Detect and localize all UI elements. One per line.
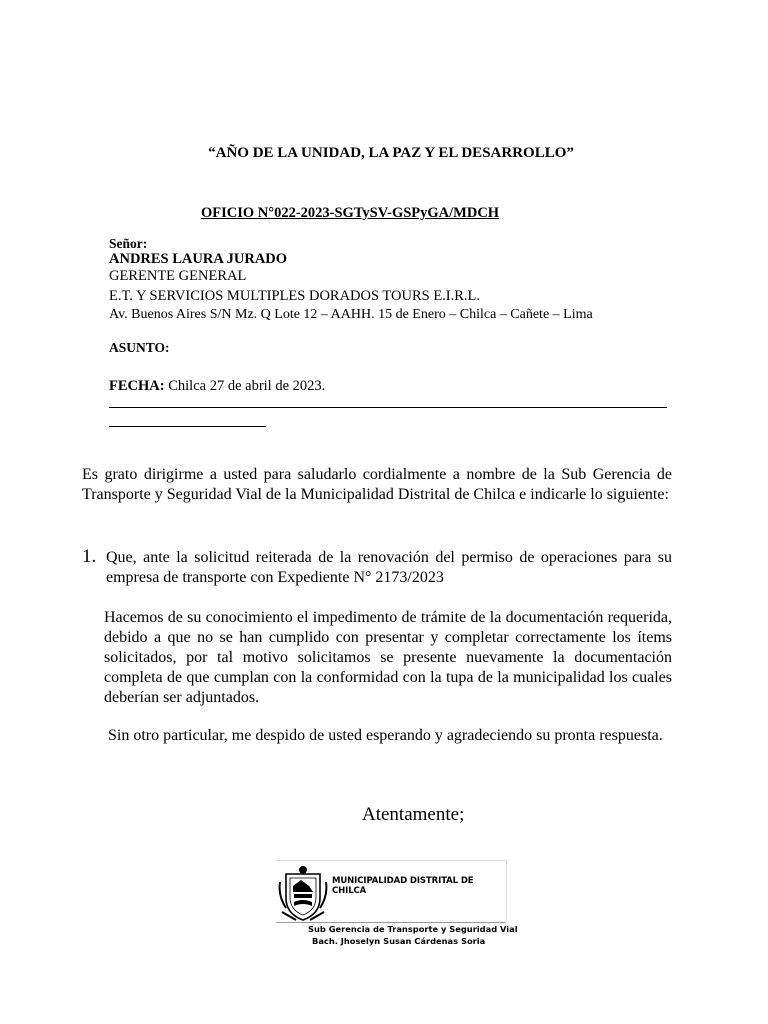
year-motto: “AÑO DE LA UNIDAD, LA PAZ Y EL DESARROLLO” (208, 145, 574, 161)
main-paragraph: Hacemos de su conocimiento el impedimento de trámite de la documentación requerida, debido a que no se han cumplido con presentar y completar correctamente los ítems solicitados, por tal motivo solicitamos se presente nuevamente la documentación completa de que cumplan con la conformidad con la tupa de la municipalidad los cuales deberían ser adjuntados. (104, 609, 672, 706)
fecha-value: Chilca 27 de abril de 2023. (164, 378, 326, 394)
closing-paragraph: Sin otro particular, me despido de usted esperando y agradeciendo su pronta respuesta. (108, 727, 663, 744)
institution-name: MUNICIPALIDAD DISTRITAL DE CHILCA (332, 876, 474, 896)
signature-office: Sub Gerencia de Transporte y Seguridad Vial (308, 924, 518, 934)
municipal-coat-of-arms-icon (276, 862, 330, 924)
recipient-position: GERENTE GENERAL (109, 268, 247, 284)
fecha-label: FECHA: (109, 378, 165, 394)
sign-off: Atentamente; (362, 804, 465, 825)
asunto-label: ASUNTO: (109, 340, 170, 355)
item-number: 1. (82, 546, 97, 567)
intro-paragraph: Es grato dirigirme a usted para saludarlo cordialmente a nombre de la Sub Gerencia de Transporte y Seguridad Vial de la Municipalidad Distrital de Chilca e indicarle lo siguiente: (82, 466, 672, 503)
recipient-salutation: Señor: (109, 236, 148, 251)
item-text: Que, ante la solicitud reiterada de la renovación del permiso de operaciones para su empresa de transporte con Expediente N° 2173/2023 (106, 549, 672, 586)
recipient-company: E.T. Y SERVICIOS MULTIPLES DORADOS TOURS E.I.R.L. (109, 288, 481, 304)
signature-signer: Bach. Jhoselyn Susan Cárdenas Soria (312, 936, 486, 946)
fill-line-1 (109, 407, 667, 408)
signature-line (276, 922, 506, 923)
recipient-name: ANDRES LAURA JURADO (109, 251, 288, 267)
fill-line-2 (109, 426, 266, 427)
signature-stamp (272, 860, 518, 950)
fecha-line (109, 378, 325, 395)
recipient-address: Av. Buenos Aires S/N Mz. Q Lote 12 – AAHH. 15 de Enero – Chilca – Cañete – Lima (109, 307, 593, 322)
stamp-border-top (276, 860, 506, 861)
oficio-number: OFICIO N°022-2023-SGTySV-GSPyGA/MDCH (201, 205, 500, 221)
